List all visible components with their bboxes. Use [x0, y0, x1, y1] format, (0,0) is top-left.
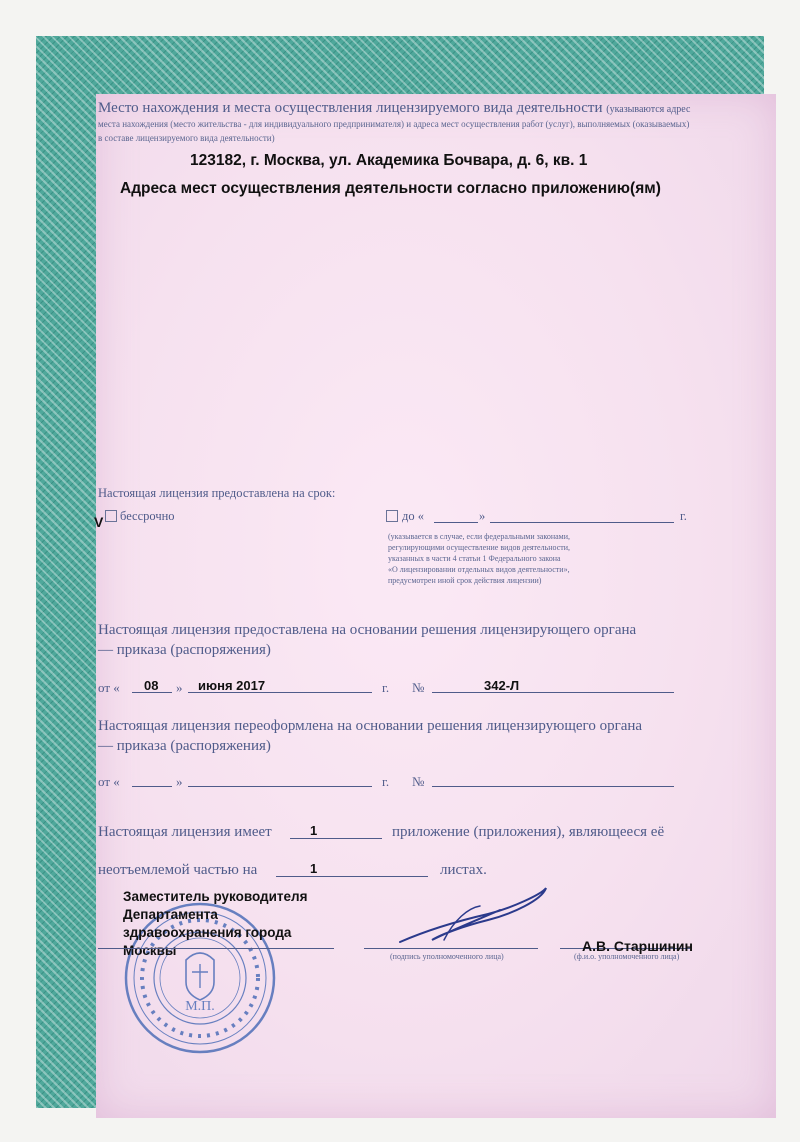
reissue-date-line — [188, 786, 372, 787]
appendix-text2: приложение (приложения), являющееся её — [392, 824, 665, 840]
basis-year-suffix: г. — [382, 680, 390, 695]
appendix-text4: листах. — [440, 862, 487, 878]
signer-position-4: Москвы — [123, 943, 177, 958]
until-date-line — [490, 522, 674, 523]
indefinite-checkbox — [105, 510, 117, 522]
location-note-line2: места нахождения (место жительства - для индивидуального предпринимателя) и адреса мест осуществления работ (услуг), выполняемых (оказываемых) — [98, 119, 690, 129]
indefinite-label: бессрочно — [120, 509, 175, 523]
reissue-year-suffix: г. — [382, 774, 390, 789]
until-checkbox — [386, 510, 398, 522]
term-note-1: (указывается в случае, если федеральными законами, — [388, 532, 571, 541]
reissue-line2: — приказа (распоряжения) — [98, 738, 271, 754]
basis-from-prefix: от « — [98, 680, 120, 695]
term-note-4: «О лицензировании отдельных видов деятельности», — [388, 565, 570, 574]
basis-number-sign: № — [412, 680, 425, 695]
basis-line1: Настоящая лицензия предоставлена на основании решения лицензирующего органа — [98, 622, 637, 638]
basis-order-number: 342-Л — [484, 678, 520, 693]
until-prefix: до « — [402, 509, 424, 523]
basis-day: 08 — [144, 678, 159, 693]
signer-name: А.В. Старшинин — [582, 938, 693, 954]
position-line — [98, 948, 334, 949]
reissue-line1: Настоящая лицензия переоформлена на основании решения лицензирующего органа — [98, 718, 643, 734]
appendix-sheets-line — [276, 876, 428, 877]
appendix-sheets: 1 — [310, 861, 318, 876]
reissue-number-line — [432, 786, 674, 787]
until-day-line — [434, 522, 478, 523]
basis-line2: — приказа (распоряжения) — [98, 642, 271, 658]
term-note-2: регулирующими осуществление видов деятельности, — [388, 543, 571, 552]
seal-mark: М.П. — [185, 999, 215, 1014]
license-address: 123182, г. Москва, ул. Академика Бочвара, д. 6, кв. 1 — [190, 152, 588, 169]
signer-position-3: здравоохранения города — [123, 925, 292, 940]
basis-month-year: июня 2017 — [198, 678, 266, 693]
reissue-quote-close: » — [176, 774, 183, 789]
appendix-text1: Настоящая лицензия имеет — [98, 824, 272, 840]
appendix-count: 1 — [310, 823, 318, 838]
appendix-count-line — [290, 838, 382, 839]
signer-position-2: Департамента — [123, 907, 218, 922]
until-quote-close: » — [479, 509, 486, 523]
basis-quote-close: » — [176, 680, 183, 695]
handwritten-signature — [392, 880, 552, 952]
basis-number-line — [432, 692, 674, 693]
signature-caption: (подпись уполномоченного лица) — [390, 952, 504, 961]
term-note-3: указанных в части 4 статьи 1 Федерального закона — [388, 554, 561, 563]
until-year-suffix: г. — [680, 509, 687, 523]
signer-position-1: Заместитель руководителя — [123, 889, 308, 904]
term-heading: Настоящая лицензия предоставлена на срок: — [98, 486, 336, 500]
location-note-line3: в составе лицензируемого вида деятельности) — [98, 133, 275, 143]
reissue-from-prefix: от « — [98, 774, 120, 789]
indefinite-check-mark: V — [94, 514, 104, 530]
location-heading-note: (указываются адрес — [606, 104, 691, 115]
reissue-number-sign: № — [412, 774, 425, 789]
reissue-day-line — [132, 786, 172, 787]
appendix-text3: неотъемлемой частью на — [98, 862, 258, 878]
official-seal — [120, 898, 280, 1058]
name-caption: (ф.и.о. уполномоченного лица) — [574, 952, 680, 961]
location-heading: Место нахождения и места осуществления лицензируемого вида деятельности (указываются адрес — [98, 100, 691, 116]
term-note-5: предусмотрен иной срок действия лицензии) — [388, 576, 542, 585]
activity-places: Адреса мест осуществления деятельности согласно приложению(ям) — [120, 180, 661, 197]
